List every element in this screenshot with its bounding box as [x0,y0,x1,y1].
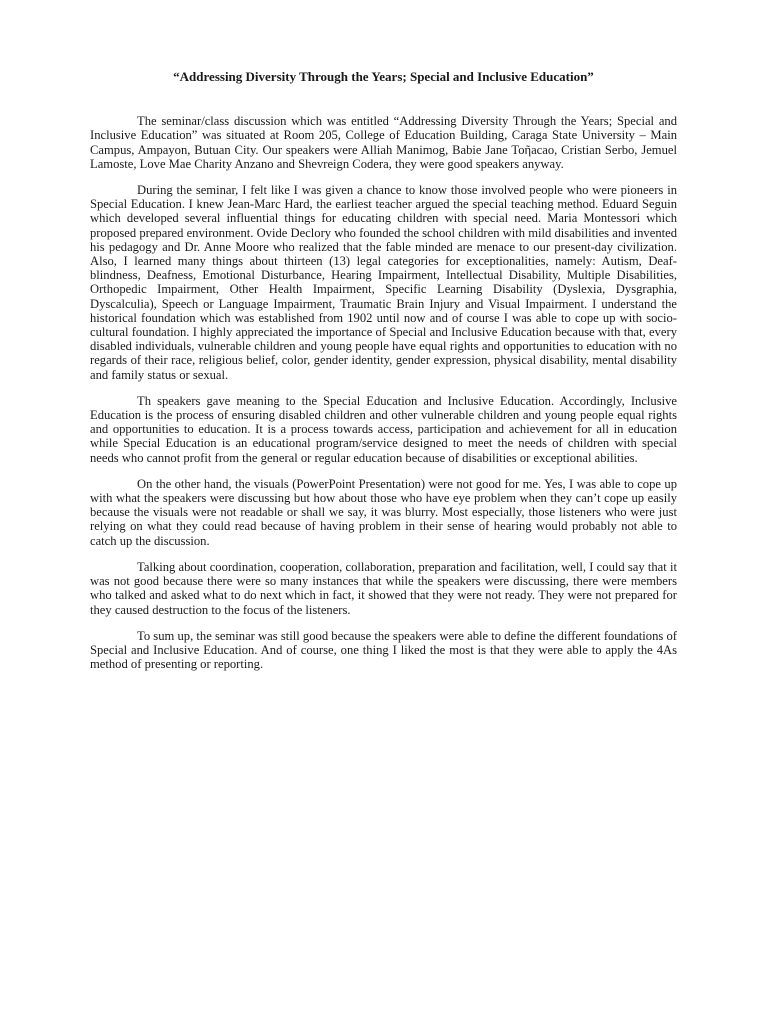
paragraph-visuals: On the other hand, the visuals (PowerPoint Presentation) were not good for me. Yes, I was able to cope up with what the speakers were discussing but how about those who have eye problem when they can’t cope up easily because the visuals were not readable or shall we say, it was blurry. Most especially, those listeners who were just relying on what they could read because of having problem in their sense of hearing would probably not able to catch up the discussion. [90,476,677,548]
paragraph-meaning: Th speakers gave meaning to the Special Education and Inclusive Education. Accordingly, Inclusive Education is the process of ensuring disabled children and other vulnerable children and young people equal rights and opportunities to education. It is a process towards access, participation and achievement for all in education while Special Education is an educational program/service designed to meet the needs of children with special needs who cannot profit from the general or regular education because of disabilities or exceptional abilities. [90,393,677,465]
document-title: “Addressing Diversity Through the Years; Special and Inclusive Education” [173,69,594,84]
paragraph-intro: The seminar/class discussion which was entitled “Addressing Diversity Through the Years; Special and Inclusive Education” was situated at Room 205, College of Education Building, Caraga State University – Main Campus, Ampayon, Butuan City. Our speakers were Alliah Manimog, Babie Jane Toῆacao, Cristian Serbo, Jemuel Lamoste, Love Mae Charity Anzano and Shevreign Codera, they were good speakers anyway. [90,114,677,171]
paragraph-seminar: During the seminar, I felt like I was given a chance to know those involved people who were pioneers in Special Education. I knew Jean-Marc Hard, the earliest teacher argued the special teaching method. Eduard Seguin which developed several influential things for educating children with special need. Maria Montessori which proposed prepared environment. Ovide Declory who founded the school children with mild disabilities and invented his pedagogy and Dr. Anne Moore who realized that the fable minded are menace to our present-day civilization. Also, I learned many things about thirteen (13) legal categories for exceptionalities, namely: Autism, Deaf-blindness, Deafness, Emotional Disturbance, Hearing Impairment, Intellectual Disability, Multiple Disabilities, Orthopedic Impairment, Other Health Impairment, Specific Learning Disability (Dyslexia, Dysgraphia, Dyscalculia), Speech or Language Impairment, Traumatic Brain Injury and Visual Impairment. I understand the historical foundation which was established from 1902 until now and of course I was able to cope up with socio-cultural foundation. I highly appreciated the importance of Special and Inclusive Education because with that, every disabled individuals, vulnerable children and young people have equal rights and opportunities to education with no regards of their race, religious belief, color, gender identity, gender expression, physical disability, mental disability and family status or sexual. [90,183,677,382]
document-page [90,70,677,683]
paragraph-coordination: Talking about coordination, cooperation, collaboration, preparation and facilitation, well, I could say that it was not good because there were so many instances that while the speakers were discussing, there were members who talked and asked what to do next which in fact, it showed that they were not ready. They were not prepared for they caused destruction to the focus of the listeners. [90,559,677,617]
paragraph-conclusion: To sum up, the seminar was still good because the speakers were able to define the different foundations of Special and Inclusive Education. And of course, one thing I liked the most is that they were able to apply the 4As method of presenting or reporting. [90,628,677,672]
